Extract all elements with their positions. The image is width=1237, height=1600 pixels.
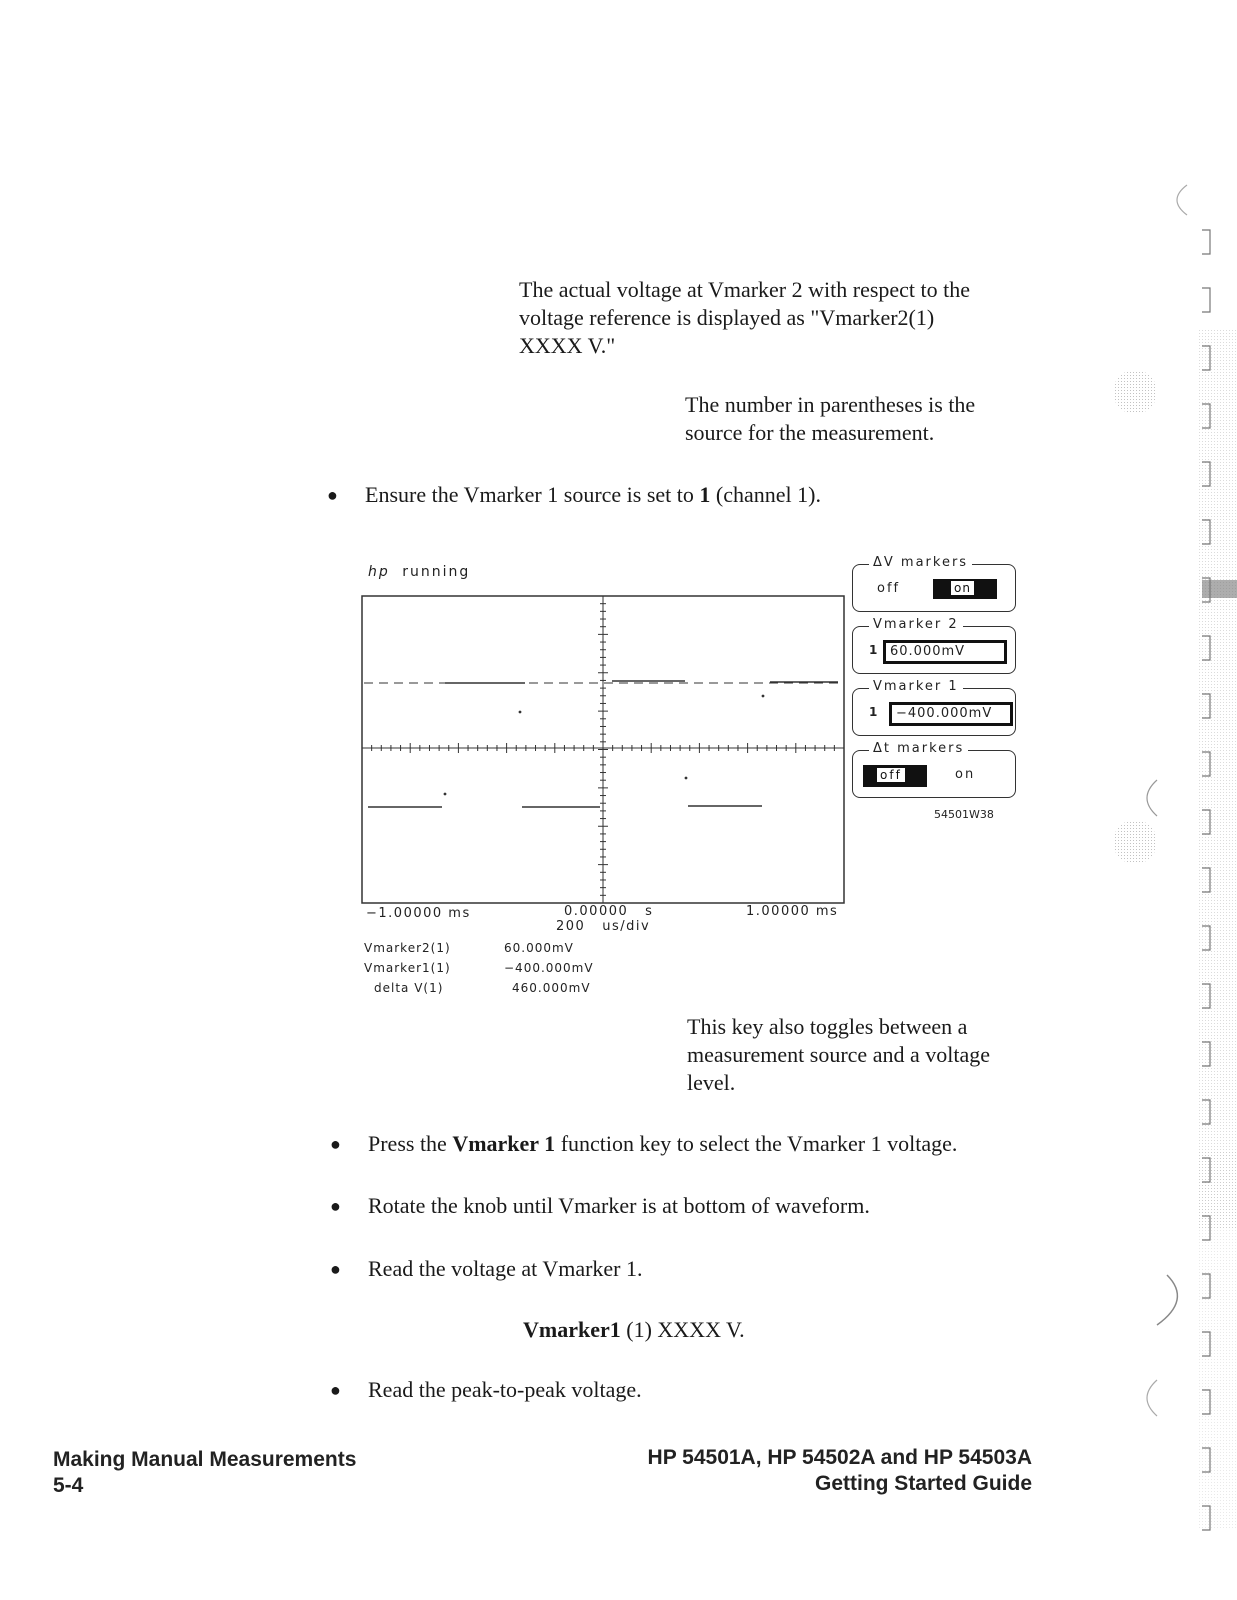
paragraph-parentheses-note — [685, 391, 1045, 447]
formula-bold-text: Vmarker1 — [523, 1317, 621, 1342]
time-left-label: −1.00000 ms — [366, 906, 471, 921]
softkey-vmarker-1[interactable] — [852, 679, 1016, 736]
softkey-delta-v-markers[interactable] — [852, 555, 1016, 612]
bullet-press-vmarker1 — [330, 1130, 1028, 1158]
footer-page-number: 5-4 — [53, 1474, 84, 1497]
vmarker2-value: 60.000mV — [883, 640, 1007, 664]
reading-row — [364, 958, 664, 978]
bullet-rotate-knob — [330, 1192, 1028, 1220]
footer-manual-title: HP 54501A, HP 54502A and HP 54503A — [647, 1446, 1032, 1469]
binder-edge-decoration — [1097, 0, 1237, 1600]
footer-right — [560, 1445, 1032, 1497]
bullet-dot: ● — [330, 1196, 341, 1216]
reading-label: delta V(1) — [374, 981, 444, 995]
softkey-label: Vmarker 1 — [869, 679, 963, 694]
paragraph-line: source for the measurement. — [685, 420, 935, 445]
softkey-vmarker-2[interactable] — [852, 617, 1016, 674]
option-off: off — [877, 581, 901, 596]
footer-section-title: Making Manual Measurements — [53, 1448, 357, 1471]
time-per-div-label: 200 us/div — [556, 919, 651, 934]
bullet-read-peak-to-peak — [330, 1376, 1028, 1404]
marker-readings — [364, 938, 664, 998]
paragraph-line: XXXX V." — [519, 333, 616, 358]
vmarker1-value: −400.000mV — [889, 702, 1013, 726]
bullet-bold-text: 1 — [699, 482, 711, 507]
reading-row — [364, 978, 664, 998]
footer-guide-title: Getting Started Guide — [814, 1472, 1032, 1495]
formula-vmarker1 — [523, 1316, 745, 1344]
softkey-label: Vmarker 2 — [869, 617, 963, 632]
reading-value: 460.000mV — [512, 981, 591, 995]
softkey-delta-t-markers[interactable] — [852, 741, 1016, 798]
option-on-text: on — [951, 581, 974, 595]
formula-text: (1) XXXX V. — [620, 1317, 745, 1342]
paragraph-line: The number in parentheses is the — [685, 392, 976, 417]
bullet-text: Read the peak-to-peak voltage. — [368, 1377, 642, 1402]
bullet-bold-text: Vmarker 1 — [452, 1131, 556, 1156]
option-off-selected — [863, 765, 927, 787]
bullet-text: (channel 1). — [710, 482, 821, 507]
time-center-label: 0.00000 s — [564, 904, 654, 919]
bullet-read-vmarker1 — [330, 1255, 1028, 1283]
paragraph-line: voltage reference is displayed as "Vmarker2(1) — [519, 305, 935, 330]
softkey-label: ΔV markers — [869, 555, 972, 570]
option-on-selected — [933, 579, 997, 599]
bullet-text: Press the — [368, 1131, 453, 1156]
bullet-text: function key to select the Vmarker 1 voltage. — [555, 1131, 958, 1156]
reading-label: Vmarker2(1) — [364, 941, 451, 955]
bullet-ensure-source — [327, 481, 1005, 509]
bullet-text: Ensure the Vmarker 1 source is set to — [365, 482, 700, 507]
paragraph-line: measurement source and a voltage — [687, 1042, 990, 1067]
bullet-dot: ● — [327, 485, 338, 505]
paragraph-toggle-note — [687, 1013, 1047, 1097]
bullet-text: Read the voltage at Vmarker 1. — [368, 1256, 643, 1281]
reading-value: −400.000mV — [504, 961, 594, 975]
option-off-text: off — [877, 768, 905, 782]
option-on: on — [955, 767, 976, 782]
reading-label: Vmarker1(1) — [364, 961, 451, 975]
reading-row — [364, 938, 664, 958]
paragraph-line: level. — [687, 1070, 736, 1095]
hp-logo: hp — [368, 564, 390, 580]
softkey-label: Δt markers — [869, 741, 968, 756]
paragraph-vmarker2-description — [519, 276, 1039, 360]
reading-value: 60.000mV — [504, 941, 574, 955]
bullet-dot: ● — [330, 1259, 341, 1279]
time-right-label: 1.00000 ms — [746, 904, 839, 919]
source-number: 1 — [869, 705, 878, 719]
bullet-dot: ● — [330, 1380, 341, 1400]
run-status: running — [402, 564, 471, 580]
bullet-text: Rotate the knob until Vmarker is at bottom of waveform. — [368, 1193, 870, 1218]
footer-left — [53, 1447, 356, 1499]
bullet-dot: ● — [330, 1134, 341, 1154]
figure-id: 54501W38 — [934, 808, 994, 821]
source-number: 1 — [869, 643, 878, 657]
paragraph-line: The actual voltage at Vmarker 2 with respect to the — [519, 277, 971, 302]
waveform-graticule — [350, 550, 870, 910]
oscilloscope-screen-figure — [350, 550, 1030, 1010]
paragraph-line: This key also toggles between a — [687, 1014, 968, 1039]
